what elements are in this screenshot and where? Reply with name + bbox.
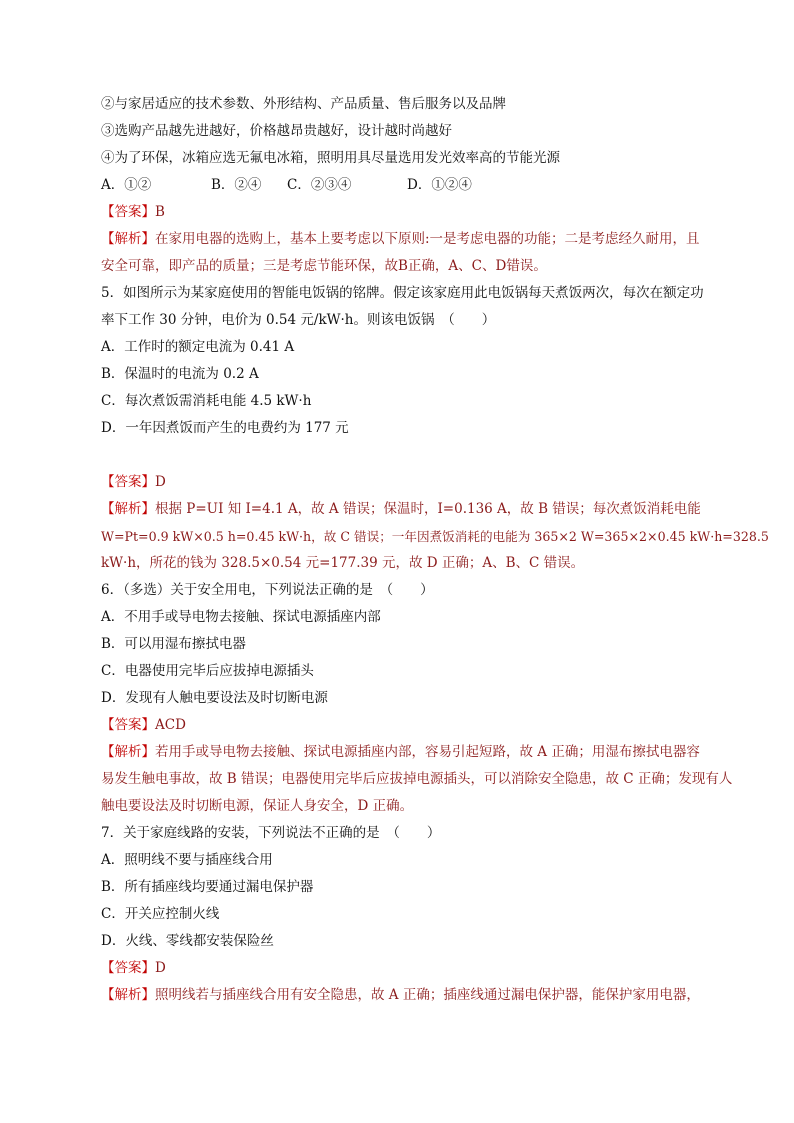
analysis-tag: 【解析】 [101, 987, 155, 1003]
q4-answer [101, 199, 723, 226]
q6-analysis-line-3: 触电要设法及时切断电源，保证人身安全，D 正确。 [101, 798, 414, 814]
answer-value: D [155, 960, 166, 976]
q4-option-2: ②与家居适应的技术参数、外形结构、产品质量、售后服务以及品牌 [101, 96, 506, 112]
analysis-text: 在家用电器的选购上，基本上要考虑以下原则:一是考虑电器的功能；二是考虑经久耐用，且 [155, 231, 700, 247]
q4-choices [101, 172, 723, 199]
q4-choice-b: B．②④ [211, 177, 262, 193]
document-content [101, 91, 769, 1009]
analysis-text: 若用手或导电物去接触、探试电源插座内部，容易引起短路，故 A 正确；用湿布擦拭电器容 [155, 744, 700, 760]
q7-option-b: B．所有插座线均要通过漏电保护器 [101, 879, 314, 895]
q4-analysis-line-2: 安全可靠，即产品的质量；三是考虑节能环保，故B正确，A、C、D错误。 [101, 258, 547, 274]
q4-analysis-line-1 [101, 226, 723, 253]
analysis-tag: 【解析】 [101, 501, 155, 517]
q7-analysis-line-1 [101, 982, 723, 1009]
q5-analysis-line-1 [101, 496, 723, 523]
q4-option-4: ④为了环保，冰箱应选无氟电冰箱，照明用具尽量选用发光效率高的节能光源 [101, 150, 560, 166]
answer-tag: 【答案】 [101, 474, 155, 490]
q5-stem-line-1: 5．如图所示为某家庭使用的智能电饭锅的铭牌。假定该家庭用此电饭锅每天煮饭两次，每次在额定功 [101, 285, 704, 301]
q5-option-d: D．一年因煮饭而产生的电费约为 177 元 [101, 420, 349, 436]
answer-value: D [155, 474, 166, 490]
q4-option-3: ③选购产品越先进越好，价格越昂贵越好，设计越时尚越好 [101, 123, 452, 139]
q7-answer [101, 955, 723, 982]
q7-option-a: A．照明线不要与插座线合用 [101, 852, 273, 868]
q4-choice-a: A．①② [101, 177, 152, 193]
q7-stem: 7．关于家庭线路的安装，下列说法不正确的是 （ ） [101, 825, 441, 841]
analysis-text: 照明线若与插座线合用有安全隐患，故 A 正确；插座线通过漏电保护器，能保护家用电器， [155, 987, 700, 1003]
answer-tag: 【答案】 [101, 717, 155, 733]
q6-answer [101, 712, 723, 739]
q5-analysis-line-2: W=Pt=0.9 kW×0.5 h=0.45 kW·h，故 C 错误；一年因煮饭消耗的电能为 365×2 W=365×2×0.45 kW·h=328.5 [101, 529, 769, 544]
q5-answer [101, 469, 723, 496]
q5-stem-line-2: 率下工作 30 分钟，电价为 0.54 元/kW·h。则该电饭锅 （ ） [101, 312, 496, 328]
analysis-tag: 【解析】 [101, 744, 155, 760]
q7-option-d: D．火线、零线都安装保险丝 [101, 933, 274, 949]
q4-choice-c: C．②③④ [287, 177, 352, 193]
q6-analysis-line-2: 易发生触电事故，故 B 错误；电器使用完毕后应拔掉电源插头，可以消除安全隐患，故 C 正确；发现有人 [101, 771, 733, 787]
q5-analysis-line-3: kW·h，所花的钱为 328.5×0.54 元=177.39 元，故 D 正确；A、B、C 错误。 [101, 555, 585, 571]
q6-option-b: B．可以用湿布擦拭电器 [101, 636, 246, 652]
q5-option-a: A．工作时的额定电流为 0.41 A [101, 339, 295, 355]
q6-option-d: D．发现有人触电要设法及时切断电源 [101, 690, 328, 706]
q5-option-c: C．每次煮饭需消耗电能 4.5 kW·h [101, 393, 312, 409]
q6-option-a: A．不用手或导电物去接触、探试电源插座内部 [101, 609, 381, 625]
q4-choice-d: D．①②④ [407, 177, 472, 193]
q6-analysis-line-1 [101, 739, 723, 766]
answer-tag: 【答案】 [101, 204, 155, 220]
q7-option-c: C．开关应控制火线 [101, 906, 220, 922]
q6-stem: 6．（多选）关于安全用电，下列说法正确的是 （ ） [101, 582, 434, 598]
answer-value: B [155, 204, 165, 220]
analysis-tag: 【解析】 [101, 231, 155, 247]
q6-option-c: C．电器使用完毕后应拔掉电源插头 [101, 663, 314, 679]
spacer [101, 442, 723, 469]
answer-value: ACD [155, 717, 186, 733]
answer-tag: 【答案】 [101, 960, 155, 976]
analysis-text: 根据 P=UI 知 I=4.1 A，故 A 错误；保温时，I=0.136 A，故 B 错误；每次煮饭消耗电能 [155, 501, 701, 517]
q5-option-b: B．保温时的电流为 0.2 A [101, 366, 259, 382]
